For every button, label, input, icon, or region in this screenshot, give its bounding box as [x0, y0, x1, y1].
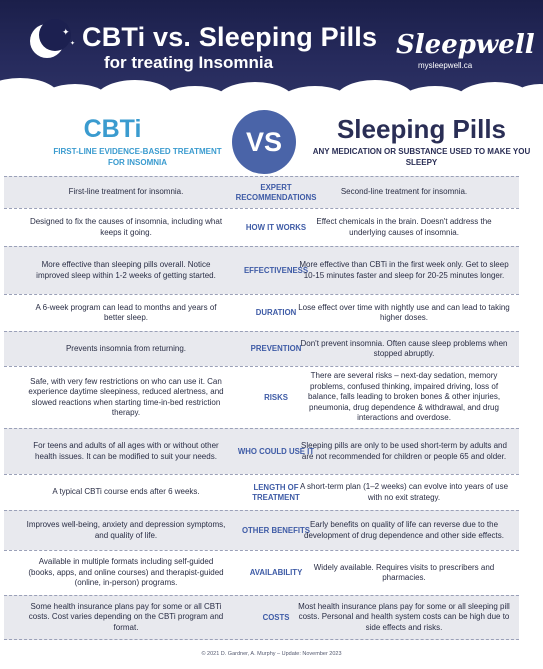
pills-cell: Second-line treatment for insomnia.: [340, 187, 468, 197]
category-label: EFFECTIVENESS: [243, 265, 309, 275]
cbti-cell: First-line treatment for insomnia.: [68, 187, 184, 197]
table-row: [4, 246, 519, 294]
page-subtitle: for treating Insomnia: [104, 53, 274, 72]
star-icon: ✦: [70, 41, 76, 47]
cbti-cell: Some health insurance plans pay for some or all CBTi costs. Cost varies depending on the CBTi program and format.: [28, 601, 224, 632]
pills-column-subtitle: ANY MEDICATION OR SUBSTANCE USED TO MAKE YOU SLEEPY: [312, 147, 531, 167]
pills-cell: More effective than CBTi in the first week only. Get to sleep 10-15 minutes faster and sleep for 20-25 minutes longer.: [299, 260, 509, 280]
category-label: OTHER BENEFITS: [241, 525, 310, 535]
pills-cell: Early benefits on quality of life can reverse due to the development of drug dependence and other side effects.: [304, 520, 504, 540]
header-banner: [0, 0, 543, 96]
table-row: [4, 474, 519, 510]
brand-url: mysleepwell.ca: [418, 61, 473, 70]
cbti-cell: A typical CBTi course ends after 6 weeks.: [52, 487, 200, 497]
category-label: WHO COULD USE IT: [237, 446, 315, 456]
category-label: LENGTH OF TREATMENT: [252, 482, 300, 502]
cbti-cell: Prevents insomnia from returning.: [65, 343, 187, 353]
table-row: [4, 428, 519, 474]
brand-logo: Sleepwell: [396, 30, 535, 60]
category-label: PREVENTION: [250, 344, 302, 353]
category-label: DURATION: [255, 308, 297, 317]
pills-cell: Don't prevent insomnia. Often cause sleep problems when stopped abruptly.: [300, 338, 508, 358]
cbti-cell: Designed to fix the causes of insomnia, including what keeps it going.: [29, 217, 223, 237]
category-label: AVAILABILITY: [249, 568, 303, 577]
pills-column-title: Sleeping Pills: [336, 114, 507, 144]
table-row: [4, 176, 519, 208]
table-row: [4, 510, 519, 550]
cbti-cell: A 6-week program can lead to months and years of better sleep.: [35, 302, 217, 322]
table-row: [4, 550, 519, 595]
cbti-cell: More effective than sleeping pills overall. Notice improved sleep within 1-2 weeks of getting started.: [36, 260, 216, 280]
table-row: [4, 331, 519, 366]
pills-cell: A short-term plan (1–2 weeks) can evolve into years of use with no exit strategy.: [299, 482, 509, 502]
table-row: [4, 595, 519, 640]
cbti-cell: Safe, with very few restrictions on who can use it. Can experience daytime sleepiness, reduced alertness, and slowed reactions when starting time-in-bed restriction therapy.: [28, 376, 224, 417]
pills-cell: Sleeping pills are only to be used short-term by adults and are not recommended for children or people 65 and older.: [301, 441, 507, 461]
category-label: HOW IT WORKS: [245, 222, 307, 232]
cbti-cell: For teens and adults of all ages with or without other health issues. It can be modified to suit your needs.: [33, 441, 219, 461]
table-row: [4, 294, 519, 331]
cbti-column-title: CBTi: [83, 115, 142, 143]
category-label: RISKS: [264, 392, 288, 402]
pills-cell: Lose effect over time with nightly use and can lead to taking higher doses.: [298, 302, 510, 322]
table-row: [4, 208, 519, 246]
footer-credit: © 2021 D. Gardner, A. Murphy – Update: November 2023: [201, 651, 342, 657]
page-title: CBTi vs. Sleeping Pills: [82, 22, 378, 52]
pills-cell: Effect chemicals in the brain. Doesn't address the underlying causes of insomnia.: [316, 217, 492, 237]
pills-cell: Widely available. Requires visits to prescribers and pharmacies.: [313, 562, 495, 582]
cbti-cell: Available in multiple formats including self-guided (books, apps, and online courses) and therapist-guided (online, in-person) programs.: [28, 557, 224, 588]
cbti-column-subtitle: FIRST-LINE EVIDENCE-BASED TREATMENT FOR INSOMNIA: [53, 147, 222, 167]
category-label: EXPERT RECOMMENDATIONS: [235, 182, 317, 202]
pills-cell: Most health insurance plans pay for some or all sleeping pill costs. Personal and health system costs can be high due to side effects and risks.: [298, 601, 510, 632]
category-label: COSTS: [262, 612, 290, 622]
vs-badge: VS: [232, 110, 296, 174]
table-row: [4, 366, 519, 428]
star-icon: ✦: [62, 27, 70, 37]
pills-cell: There are several risks – next-day sedation, memory problems, confused thinking, impaired driving, loss of balance, falls leading to broken bones & other injuries, pneumonia, drug dependence & withdrawal, and drug interactions and overdose.: [307, 371, 501, 423]
cbti-cell: Improves well-being, anxiety and depression symptoms, and quality of life.: [26, 520, 226, 540]
